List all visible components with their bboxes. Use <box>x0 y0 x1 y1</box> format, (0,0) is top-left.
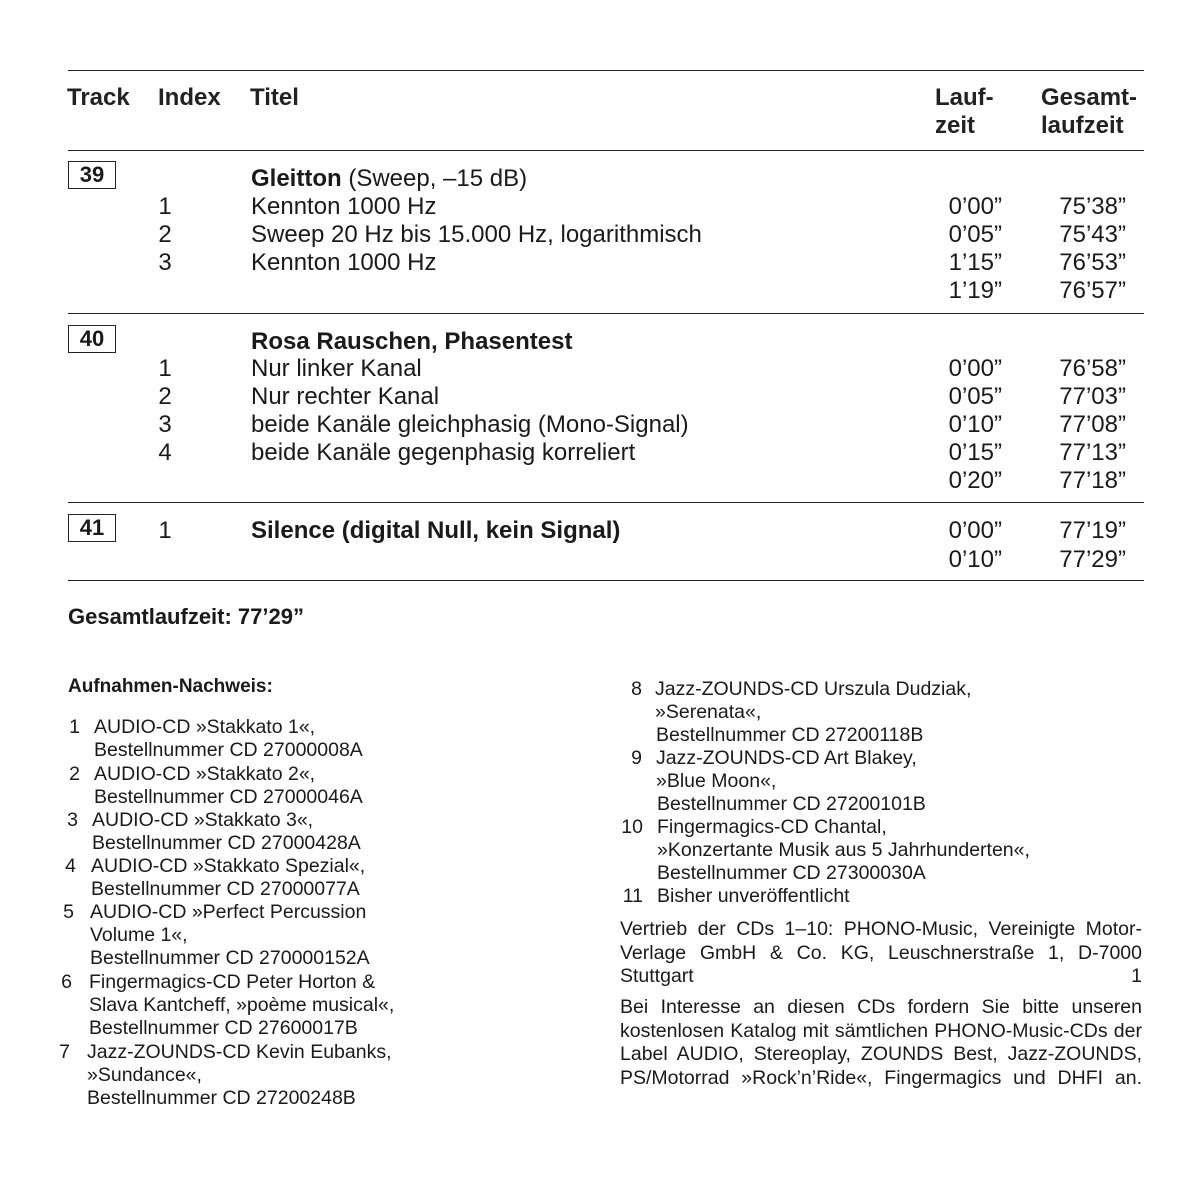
header-index: Index <box>158 84 221 111</box>
entry-text: Kennton 1000 Hz <box>251 193 437 220</box>
total-runtime: Gesamtlaufzeit: 77’29” <box>68 604 304 629</box>
ref-number: 11 <box>622 885 643 907</box>
gesamtlaufzeit-cell: 76’53” <box>1059 249 1126 276</box>
track-title: Rosa Rauschen, Phasentest <box>251 328 573 355</box>
ref-line: Bestellnummer CD 27000046A <box>94 786 363 808</box>
index-cell: 2 <box>158 383 172 410</box>
track-title-bold: Gleitton <box>251 165 342 192</box>
ref-line: Bestellnummer CD 27000008A <box>94 739 363 761</box>
index-cell: 1 <box>158 355 172 382</box>
gesamtlaufzeit-cell: 77’29” <box>1059 546 1126 573</box>
ref-number: 9 <box>631 747 642 769</box>
ref-line: Slava Kantcheff, »poème musical«, <box>89 994 395 1016</box>
index-cell: 1 <box>158 193 172 220</box>
laufzeit-cell: 0’20” <box>948 467 1002 494</box>
ref-line: Bestellnummer CD 27200248B <box>87 1087 356 1109</box>
laufzeit-cell: 1’15” <box>948 249 1002 276</box>
track-number-box: 40 <box>68 325 116 353</box>
interesse-paragraph: Bei Interesse an diesen CDs fordern Sie bitte unseren kostenlosen Katalog mit sämtlichen PHONO-Music-CDs der Label AUDIO, Stereoplay, ZOUNDS Best, Jazz-ZOUNDS, PS/Motorrad »Rock’n’Ride«, Fingermagics und DHFI an. <box>620 996 1142 1089</box>
ref-line: Fingermagics-CD Peter Horton & <box>89 971 376 993</box>
ref-line: Bestellnummer CD 27000077A <box>91 878 360 900</box>
laufzeit-cell: 0’15” <box>948 439 1002 466</box>
bottom-rule <box>68 580 1144 581</box>
ref-line: AUDIO-CD »Stakkato Spezial«, <box>91 855 366 877</box>
ref-number: 4 <box>65 855 76 877</box>
ref-line: Jazz-ZOUNDS-CD Urszula Dudziak, <box>655 678 972 700</box>
index-cell: 3 <box>158 411 172 438</box>
ref-line: »Sundance«, <box>87 1064 202 1086</box>
ref-number: 8 <box>631 678 642 700</box>
track-separator-rule <box>68 502 1144 503</box>
laufzeit-cell: 0’00” <box>948 355 1002 382</box>
ref-line: Bestellnummer CD 270000152A <box>90 947 370 969</box>
ref-line: Bestellnummer CD 27000428A <box>92 832 361 854</box>
track-title <box>251 165 527 193</box>
track-title-rest: (Sweep, –15 dB) <box>341 165 528 192</box>
laufzeit-cell: 0’10” <box>948 411 1002 438</box>
header-gesamt-line1: Gesamt- <box>1041 84 1138 111</box>
ref-line: Bestellnummer CD 27600017B <box>89 1017 358 1039</box>
ref-number: 2 <box>69 763 80 785</box>
track-number-box: 39 <box>68 161 116 189</box>
index-cell: 4 <box>158 439 172 466</box>
gesamtlaufzeit-cell: 75’38” <box>1059 193 1126 220</box>
ref-line: AUDIO-CD »Stakkato 3«, <box>92 809 314 831</box>
gesamtlaufzeit-cell: 77’18” <box>1059 467 1126 494</box>
ref-number: 1 <box>69 716 80 738</box>
ref-number: 3 <box>67 809 78 831</box>
ref-number: 7 <box>59 1041 70 1063</box>
gesamtlaufzeit-cell: 76’57” <box>1059 277 1126 304</box>
ref-line: »Serenata«, <box>655 701 762 723</box>
laufzeit-cell: 0’00” <box>948 517 1002 544</box>
header-laufzeit-line1: Lauf- <box>935 84 994 111</box>
ref-line: Jazz-ZOUNDS-CD Kevin Eubanks, <box>87 1041 392 1063</box>
ref-line: Bisher unveröffentlicht <box>657 885 850 907</box>
entry-text: Kennton 1000 Hz <box>251 249 437 276</box>
gesamtlaufzeit-cell: 77’13” <box>1059 439 1126 466</box>
laufzeit-cell: 0’05” <box>948 221 1002 248</box>
laufzeit-cell: 0’10” <box>948 546 1002 573</box>
track-number-box: 41 <box>68 514 116 542</box>
track-separator-rule <box>68 313 1144 314</box>
laufzeit-cell: 1’19” <box>948 277 1002 304</box>
ref-line: »Konzertante Musik aus 5 Jahrhunderten«, <box>657 839 1030 861</box>
ref-line: Bestellnummer CD 27200118B <box>656 724 924 746</box>
ref-number: 6 <box>61 971 72 993</box>
header-laufzeit-line2: zeit <box>935 112 976 139</box>
ref-line: Volume 1«, <box>90 924 188 946</box>
gesamtlaufzeit-cell: 75’43” <box>1059 221 1126 248</box>
header-rule <box>68 150 1144 151</box>
laufzeit-cell: 0’05” <box>948 383 1002 410</box>
ref-line: Fingermagics-CD Chantal, <box>657 816 887 838</box>
header-gesamt-line2: laufzeit <box>1041 112 1124 139</box>
ref-line: AUDIO-CD »Stakkato 1«, <box>94 716 316 738</box>
entry-text: beide Kanäle gegenphasig korreliert <box>251 439 636 466</box>
ref-number: 5 <box>63 901 74 923</box>
index-cell: 2 <box>158 221 172 248</box>
gesamtlaufzeit-cell: 77’08” <box>1059 411 1126 438</box>
ref-number: 10 <box>621 816 643 838</box>
ref-line: AUDIO-CD »Stakkato 2«, <box>94 763 316 785</box>
entry-text: Nur rechter Kanal <box>251 383 440 410</box>
entry-text: Nur linker Kanal <box>251 355 422 382</box>
track-title: Silence (digital Null, kein Signal) <box>251 517 621 544</box>
laufzeit-cell: 0’00” <box>948 193 1002 220</box>
header-track: Track <box>67 84 130 111</box>
ref-line: Bestellnummer CD 27300030A <box>657 862 926 884</box>
vertrieb-paragraph: Vertrieb der CDs 1–10: PHONO-Music, Vereinigte Motor-Verlage GmbH & Co. KG, Leuschnerstraße 1, D-7000 Stuttgart 1 <box>620 918 1142 987</box>
top-rule <box>68 70 1144 71</box>
gesamtlaufzeit-cell: 77’03” <box>1059 383 1126 410</box>
gesamtlaufzeit-cell: 77’19” <box>1059 517 1126 544</box>
ref-line: AUDIO-CD »Perfect Percussion <box>90 901 367 923</box>
index-cell: 1 <box>158 517 172 544</box>
entry-text: beide Kanäle gleichphasig (Mono-Signal) <box>251 411 689 438</box>
gesamtlaufzeit-cell: 76’58” <box>1059 355 1126 382</box>
ref-line: »Blue Moon«, <box>656 770 777 792</box>
nachweis-heading: Aufnahmen-Nachweis: <box>68 676 273 697</box>
ref-line: Bestellnummer CD 27200101B <box>657 793 926 815</box>
entry-text: Sweep 20 Hz bis 15.000 Hz, logarithmisch <box>251 221 702 248</box>
ref-line: Jazz-ZOUNDS-CD Art Blakey, <box>656 747 917 769</box>
index-cell: 3 <box>158 249 172 276</box>
header-titel: Titel <box>250 84 299 111</box>
